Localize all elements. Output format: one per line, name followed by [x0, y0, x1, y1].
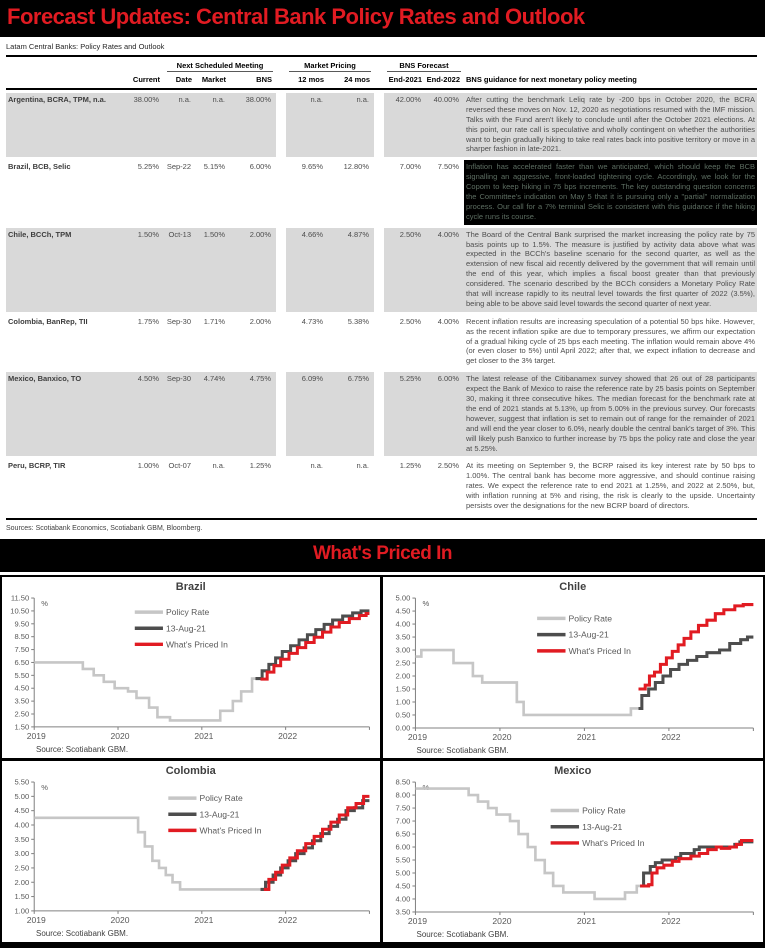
- table-row: [6, 372, 757, 456]
- table-row: [6, 315, 757, 369]
- cell-date: Oct-13: [164, 228, 196, 312]
- group-bns-forecast: BNS Forecast: [387, 61, 461, 72]
- y-tick-label: 6.50: [395, 829, 410, 839]
- col-gap: [276, 372, 286, 456]
- y-tick-label: 1.00: [14, 906, 30, 916]
- cell-date: Sep-22: [166, 162, 191, 172]
- legend-label: What's Priced In: [199, 825, 262, 836]
- row-name: Brazil, BCB, Selic: [8, 162, 71, 172]
- y-tick-label: 1.50: [395, 684, 410, 694]
- cell-date: Oct-07: [168, 461, 191, 471]
- cell-12mos: n.a.: [310, 461, 323, 471]
- cell-bns: 1.25%: [249, 461, 271, 471]
- y-tick-label: 4.50: [14, 806, 30, 816]
- row-name: Mexico, Banxico, TO: [6, 372, 118, 456]
- cell-end2022: 2.50%: [437, 461, 459, 471]
- legend-label: 13-Aug-21: [165, 623, 206, 634]
- cell-24mos: 5.38%: [347, 316, 369, 326]
- legend-label: 13-Aug-21: [568, 629, 609, 640]
- chile-what-s-priced-in-line: [638, 604, 753, 688]
- chart-title: Mexico: [554, 765, 592, 778]
- cell-market: 5.15%: [203, 162, 225, 172]
- cell-end2021: 1.25%: [399, 461, 421, 471]
- col-gap: [374, 93, 384, 157]
- cell-24mos: 4.87%: [328, 228, 374, 312]
- legend-label: Policy Rate: [199, 793, 243, 804]
- y-axis-unit: %: [422, 599, 429, 609]
- legend-label: Policy Rate: [568, 613, 612, 624]
- table-row: [6, 228, 757, 312]
- cell-12mos: 4.73%: [301, 316, 323, 326]
- legend-label: What's Priced In: [581, 838, 645, 849]
- cell-market: 4.74%: [196, 372, 230, 456]
- y-tick-label: 2.50: [14, 863, 30, 873]
- table-row: [6, 459, 757, 513]
- cell-market: n.a.: [212, 461, 225, 471]
- cell-market: 1.50%: [196, 228, 230, 312]
- cell-bns: 2.00%: [249, 316, 271, 326]
- chart-canvas: [385, 593, 762, 745]
- row-name: Argentina, BCRA, TPM, n.a.: [6, 93, 118, 157]
- cell-current: 1.75%: [137, 316, 159, 326]
- group-next-scheduled-meeting: Next Scheduled Meeting: [167, 61, 273, 72]
- row-name: Peru, BCRP, TIR: [8, 461, 66, 471]
- cell-current: 1.00%: [137, 461, 159, 471]
- y-tick-label: 4.50: [395, 881, 410, 891]
- y-axis-unit: %: [41, 783, 48, 793]
- chart-canvas: [4, 777, 378, 928]
- col-header-market: Market: [201, 75, 226, 84]
- y-tick-label: 5.00: [14, 791, 30, 801]
- chile-policy-rate-line: [415, 650, 638, 715]
- cell-12mos: 9.65%: [301, 162, 323, 172]
- y-tick-label: 5.50: [14, 777, 30, 787]
- x-tick-label: 2019: [407, 731, 427, 742]
- row-name: Colombia, BanRep, TII: [8, 316, 88, 326]
- y-tick-label: 5.50: [14, 670, 30, 680]
- cell-end2022: 40.00%: [426, 93, 464, 157]
- y-tick-label: 8.50: [14, 632, 30, 642]
- x-tick-label: 2022: [278, 730, 298, 741]
- col-gap: [374, 228, 384, 312]
- x-tick-label: 2021: [576, 731, 596, 742]
- y-tick-label: 1.50: [14, 722, 30, 732]
- col-gap: [374, 372, 384, 456]
- y-tick-label: 1.00: [395, 697, 410, 707]
- y-tick-label: 3.50: [14, 834, 30, 844]
- cell-12mos: n.a.: [286, 93, 328, 157]
- cell-end2021: 7.00%: [399, 162, 421, 172]
- col-header-bns: BNS: [256, 75, 272, 84]
- cell-bns: 6.00%: [249, 162, 271, 172]
- y-tick-label: 5.00: [395, 593, 410, 603]
- cell-12mos: 6.09%: [286, 372, 328, 456]
- col-header-date: Date: [175, 75, 192, 84]
- y-tick-label: 11.50: [10, 593, 30, 603]
- cell-bns: 4.75%: [230, 372, 276, 456]
- chart-source: Source: Scotiabank GBM.: [36, 744, 129, 754]
- cell-current: 38.00%: [118, 93, 164, 157]
- cell-24mos: n.a.: [328, 93, 374, 157]
- y-tick-label: 2.50: [14, 709, 30, 719]
- legend-label: Policy Rate: [165, 606, 210, 617]
- x-tick-label: 2020: [491, 731, 512, 742]
- chart-title: Chile: [559, 580, 587, 593]
- cell-bns: 38.00%: [230, 93, 276, 157]
- x-tick-label: 2022: [660, 731, 681, 742]
- y-tick-label: 4.50: [395, 606, 410, 616]
- cell-end2022: 4.00%: [437, 316, 459, 326]
- y-tick-label: 8.50: [395, 777, 410, 787]
- legend-label: What's Priced In: [165, 639, 228, 650]
- col-header-current: Current: [132, 75, 160, 84]
- chart-title: Colombia: [165, 765, 216, 778]
- chart-canvas: [385, 777, 762, 929]
- x-tick-label: 2019: [26, 730, 46, 741]
- cell-guidance: At its meeting on September 9, the BCRP raised its key interest rate by 50 bps to 1.00%. The central bank has become more aggressive, and should continue raising rates. We expect the reference rate to end 2021 at 1.25%, and 2022 at 2.50%, but, with inflation running at 5% and rising, the risk is clearly to the upside. Uncertainty persists over the designations for the new BCRP board of directors.: [466, 461, 755, 510]
- y-tick-label: 9.50: [14, 619, 30, 629]
- x-tick-label: 2019: [26, 915, 46, 926]
- x-tick-label: 2022: [660, 916, 681, 927]
- col-header-12mos: 12 mos: [298, 75, 324, 84]
- col-header-guidance: BNS guidance for next monetary policy meeting: [466, 75, 637, 84]
- y-tick-label: 3.50: [395, 632, 410, 642]
- y-tick-label: 4.50: [14, 683, 30, 693]
- y-tick-label: 7.50: [14, 644, 30, 654]
- col-gap: [374, 160, 384, 224]
- col-gap: [276, 459, 286, 513]
- cell-24mos: n.a.: [356, 461, 369, 471]
- y-axis-unit: %: [422, 783, 429, 793]
- x-tick-label: 2019: [407, 916, 427, 927]
- cell-guidance: The Board of the Central Bank surprised the market increasing the policy rate by 75 basis points up to 1.5%. The measure is justified by activity data above what was expected in the BCCh's baseline scenario for the second quarter, as well as the extension of new fiscal aid recently delivered by the government that will remain until the end of this year, which implies a fiscal boost greater than that previously considered. The scenario described by the BCCh considers a Monetary Policy Rate that will increase rapidly to its neutral level towards the first quarter of 2022 (3.5%), being able to be above said level towards the second quarter of next year.: [464, 228, 757, 312]
- y-tick-label: 3.00: [14, 849, 30, 859]
- col-gap: [374, 459, 384, 513]
- chart-title: Brazil: [175, 580, 206, 593]
- x-tick-label: 2020: [110, 730, 130, 741]
- group-market-pricing: Market Pricing: [289, 61, 371, 72]
- y-tick-label: 5.00: [395, 868, 410, 878]
- table-row: [6, 93, 757, 157]
- chart-panel-mexico: [383, 761, 764, 942]
- legend-label: 13-Aug-21: [199, 809, 240, 820]
- cell-24mos: 12.80%: [343, 162, 369, 172]
- x-tick-label: 2021: [194, 915, 214, 926]
- cell-date: Sep-30: [166, 316, 191, 326]
- legend-label: Policy Rate: [581, 805, 626, 816]
- cell-end2021: 2.50%: [384, 228, 426, 312]
- x-tick-label: 2020: [110, 915, 130, 926]
- cell-end2022: 7.50%: [437, 162, 459, 172]
- cell-guidance: The latest release of the Citibanamex survey showed that 26 out of 28 participants expect the Bank of Mexico to raise the reference rate by 25 basis points on September 30, making it three consecutive hikes. The median forecast for the benchmark rate at the end of 2021 stands at 5.13%, up from 5.00% in the previous survey. Our forecasts however, suggest that inflation is set to remain out of range for the remainder of 2021 and will end the year closer to 6.0%, nearly double the central bank's target of 3%. This will likely push Banxico to further increase by 75 bps the policy rate and close the year at 5.25%.: [464, 372, 757, 456]
- cell-current: 4.50%: [118, 372, 164, 456]
- chart-canvas: [4, 593, 378, 744]
- y-tick-label: 2.00: [14, 877, 30, 887]
- x-tick-label: 2021: [576, 916, 596, 927]
- chart-source: Source: Scotiabank GBM.: [36, 929, 129, 939]
- table-body: [6, 93, 757, 514]
- cell-date: n.a.: [164, 93, 196, 157]
- cell-market: n.a.: [196, 93, 230, 157]
- cell-end2021: 2.50%: [399, 316, 421, 326]
- col-header-24mos: 24 mos: [344, 75, 370, 84]
- y-tick-label: 4.00: [395, 894, 410, 904]
- cell-end2022: 6.00%: [426, 372, 464, 456]
- y-tick-label: 4.00: [14, 820, 30, 830]
- legend-label: 13-Aug-21: [581, 821, 622, 832]
- y-tick-label: 8.00: [395, 790, 410, 800]
- chart-panel-brazil: [2, 577, 383, 761]
- col-gap: [374, 315, 384, 369]
- col-gap: [276, 228, 286, 312]
- charts-grid: [0, 575, 765, 948]
- y-tick-label: 4.00: [395, 619, 410, 629]
- cell-12mos: 4.66%: [286, 228, 328, 312]
- y-tick-label: 3.00: [395, 645, 410, 655]
- legend-label: What's Priced In: [568, 645, 631, 656]
- y-tick-label: 3.50: [14, 696, 30, 706]
- x-tick-label: 2020: [491, 916, 512, 927]
- y-tick-label: 0.50: [395, 710, 410, 720]
- y-tick-label: 7.50: [395, 803, 410, 813]
- cell-bns: 2.00%: [230, 228, 276, 312]
- y-tick-label: 10.50: [10, 606, 30, 616]
- cell-end2021: 5.25%: [384, 372, 426, 456]
- brazil-policy-rate-line: [34, 662, 255, 720]
- chart-source: Source: Scotiabank GBM.: [416, 930, 509, 940]
- x-tick-label: 2022: [278, 915, 298, 926]
- y-tick-label: 2.50: [395, 658, 410, 668]
- cell-guidance: Inflation has accelerated faster than we anticipated, which should keep the BCB signalling an aggressive, front-loaded tightening cycle. Accordingly, we look for the Copom to keep hiking in 75 bps increments. The key outstanding question concerns the Committee's indication on May 5 that it is pursuing only a "partial" normalization process. Our call for a 7% terminal Selic is consistent with this guidance if the hiking cycle runs its course.: [464, 160, 757, 224]
- cell-guidance: After cutting the benchmark Leliq rate by -200 bps in October 2020, the BCRA reversed these moves on Nov. 12, 2020 as negotiations resumed with the IMF mission. Talks with the Fund aren't likely to conclude until after the October 2021 elections. At this point, our rate call is speculative and wholly contingent on whether the authorities want to begin gradually hiking to take real rates back into positive territory or move in a sharper fashion in late-2021.: [464, 93, 757, 157]
- cell-market: 1.71%: [203, 316, 225, 326]
- x-tick-label: 2021: [194, 730, 214, 741]
- table-subtitle: Latam Central Banks: Policy Rates and Outlook: [6, 42, 165, 51]
- cell-end2021: 42.00%: [384, 93, 426, 157]
- chart-panel-chile: [383, 577, 764, 761]
- y-tick-label: 7.00: [395, 816, 410, 826]
- y-tick-label: 6.50: [14, 657, 30, 667]
- y-tick-label: 1.50: [14, 892, 30, 902]
- col-header-end2021: End-2021: [388, 75, 422, 84]
- cell-end2022: 4.00%: [426, 228, 464, 312]
- cell-current: 5.25%: [137, 162, 159, 172]
- cell-24mos: 6.75%: [328, 372, 374, 456]
- table-group-header-row: [6, 57, 757, 72]
- y-tick-label: 0.00: [395, 723, 410, 733]
- page-title: Forecast Updates: Central Bank Policy Rates and Outlook: [0, 0, 765, 37]
- chart-source: Source: Scotiabank GBM.: [416, 746, 509, 756]
- table-sources: Sources: Scotiabank Economics, Scotiabank GBM, Bloomberg.: [6, 524, 203, 532]
- table-row: [6, 160, 757, 224]
- cell-current: 1.50%: [118, 228, 164, 312]
- y-tick-label: 6.00: [395, 842, 410, 852]
- col-gap: [276, 93, 286, 157]
- table-column-header-row: [6, 72, 757, 90]
- col-gap: [276, 160, 286, 224]
- row-name: Chile, BCCh, TPM: [6, 228, 118, 312]
- chart-panel-colombia: [2, 761, 383, 942]
- policy-rates-table: [6, 55, 757, 520]
- y-tick-label: 5.50: [395, 855, 410, 865]
- y-tick-label: 3.50: [395, 907, 410, 917]
- col-gap: [276, 315, 286, 369]
- brazil-what-s-priced-in-line: [261, 613, 370, 679]
- col-header-end2022: End-2022: [426, 75, 460, 84]
- cell-date: Sep-30: [164, 372, 196, 456]
- y-axis-unit: %: [41, 598, 48, 608]
- section-title-whats-priced-in: What's Priced In: [0, 539, 765, 572]
- cell-guidance: Recent inflation results are increasing speculation of a potential 50 bps hike. However, as the recent inflation spike are due to temporary pressures, we affirm our expectation of a gradual hiking cycle of 25 bps each meeting. The inflation would remain above 4% (or even closer to 5%) until April 2022; after that, we expect inflation to decrease and get closer to the 3% target.: [466, 316, 755, 366]
- y-tick-label: 2.00: [395, 671, 410, 681]
